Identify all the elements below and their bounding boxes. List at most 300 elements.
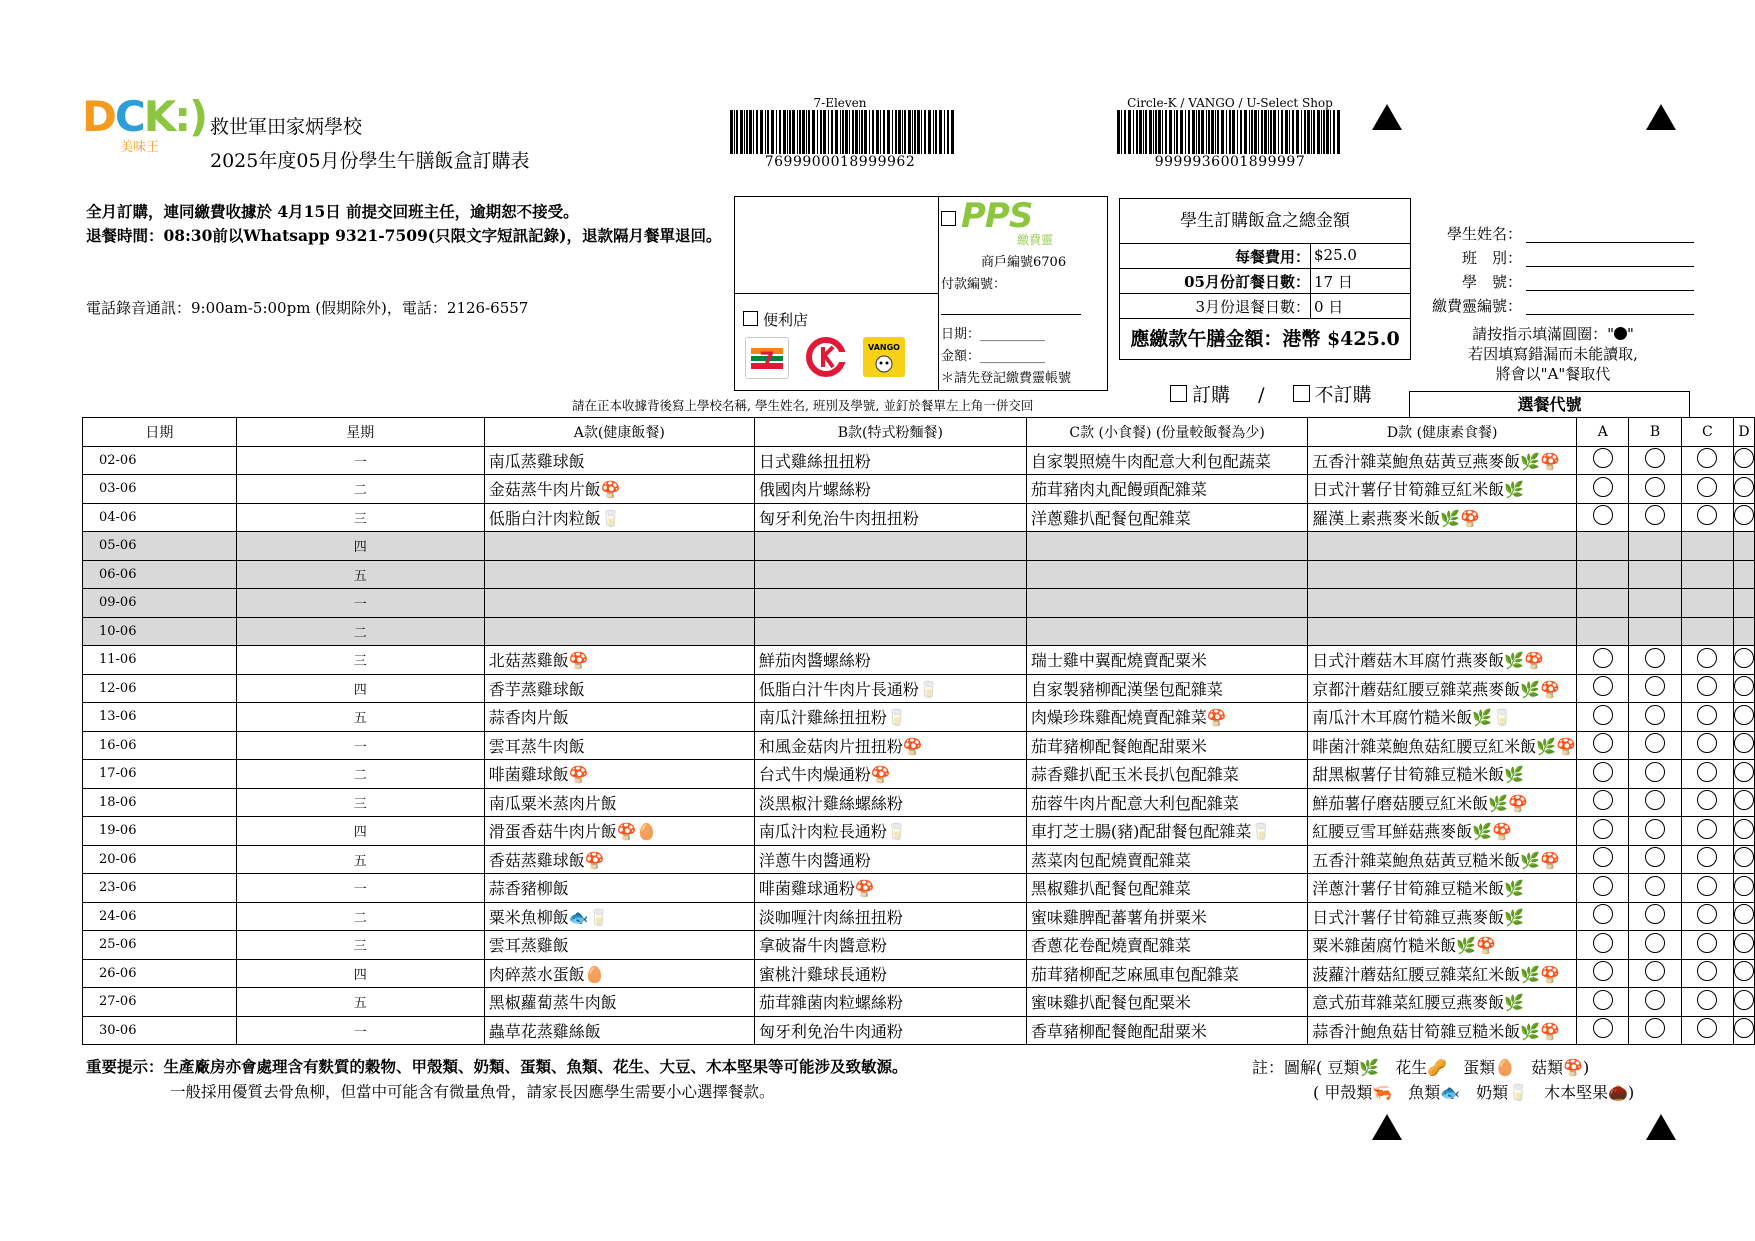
weekday-cell: 一	[236, 589, 484, 618]
table-row	[83, 446, 1755, 475]
choice-circle-b[interactable]	[1645, 676, 1665, 696]
meal-d-cell: 紅腰豆雪耳鮮菇燕麥飯🌿🍄	[1308, 817, 1577, 846]
choice-circle-d[interactable]	[1734, 733, 1754, 753]
choice-cell-d	[1734, 988, 1755, 1017]
choice-cell-d	[1734, 931, 1755, 960]
weekday-cell: 二	[236, 475, 484, 504]
table-row	[83, 731, 1755, 760]
meal-d-cell: 洋蔥汁薯仔甘筍雜豆糙米飯🌿	[1308, 874, 1577, 903]
choice-cell-d	[1734, 674, 1755, 703]
choice-circle-d[interactable]	[1734, 904, 1754, 924]
order-days-label: 05月份訂餐日數：	[1184, 273, 1310, 291]
weekday-cell: 二	[236, 617, 484, 646]
choice-circle-a[interactable]	[1593, 933, 1613, 953]
date-cell: 30-06	[83, 1016, 237, 1045]
choice-cell-a	[1577, 731, 1629, 760]
meal-c-cell: 茄茸豬肉丸配饅頭配雜菜	[1026, 475, 1307, 504]
choice-cell-d	[1734, 760, 1755, 789]
choice-circle-b[interactable]	[1645, 933, 1665, 953]
meal-b-cell: 南瓜汁肉粒長通粉🥛	[754, 817, 1026, 846]
school-name: 救世軍田家炳學校	[210, 116, 363, 138]
choice-cell-b	[1629, 446, 1681, 475]
choice-circle-c[interactable]	[1697, 819, 1717, 839]
meal-a-cell: 金菇蒸牛肉片飯🍄	[484, 475, 754, 504]
choice-cell-d	[1734, 560, 1755, 589]
pps-number-label: 繳費靈編號：	[1431, 297, 1522, 315]
choice-circle-c[interactable]	[1697, 990, 1717, 1010]
meal-b-cell: 和風金菇肉片扭扭粉🍄	[754, 731, 1026, 760]
pps-subtitle: 繳費靈	[1017, 233, 1054, 247]
code-header-c: C	[1681, 418, 1733, 447]
table-row	[83, 874, 1755, 903]
meal-b-cell: 俄國肉片螺絲粉	[754, 475, 1026, 504]
pps-number-field[interactable]	[1526, 294, 1694, 315]
choice-circle-d[interactable]	[1734, 705, 1754, 725]
choice-cell-a	[1577, 1016, 1629, 1045]
table-row	[83, 931, 1755, 960]
meal-d-cell: 羅漢上素燕麥米飯🌿🍄	[1308, 503, 1577, 532]
no-order-checkbox[interactable]	[1293, 385, 1310, 402]
choice-circle-d[interactable]	[1734, 990, 1754, 1010]
meal-b-cell: 淡咖喱汁肉絲扭扭粉	[754, 902, 1026, 931]
choice-cell-b	[1629, 845, 1681, 874]
meal-a-cell	[484, 560, 754, 589]
meal-c-cell	[1026, 560, 1307, 589]
meal-c-cell: 香草豬柳配餐飽配甜粟米	[1026, 1016, 1307, 1045]
pps-note: ＊請先登記繳費靈帳號	[941, 371, 1072, 386]
weekday-cell: 五	[236, 988, 484, 1017]
choice-circle-d[interactable]	[1734, 477, 1754, 497]
choice-circle-c[interactable]	[1697, 961, 1717, 981]
meal-b-cell: 南瓜汁雞絲扭扭粉🥛	[754, 703, 1026, 732]
choice-cell-c	[1681, 589, 1733, 618]
meal-code-header: 選餐代號	[1409, 391, 1690, 418]
meal-c-cell: 蒸菜肉包配燒賣配雜菜	[1026, 845, 1307, 874]
choice-circle-c[interactable]	[1697, 705, 1717, 725]
table-row	[83, 703, 1755, 732]
date-cell: 17-06	[83, 760, 237, 789]
choice-circle-d[interactable]	[1734, 961, 1754, 981]
choice-cell-a	[1577, 902, 1629, 931]
student-number-field[interactable]	[1526, 270, 1694, 291]
choice-circle-b[interactable]	[1645, 762, 1665, 782]
choice-cell-d	[1734, 1016, 1755, 1045]
choice-cell-b	[1629, 760, 1681, 789]
weekday-cell: 三	[236, 788, 484, 817]
order-deadline-note: 全月訂購，連同繳費收據於 4月15日 前提交回班主任，逾期恕不接受。	[86, 202, 579, 221]
store-checkbox[interactable]	[743, 311, 758, 326]
code-header-a: A	[1577, 418, 1629, 447]
choice-cell-c	[1681, 959, 1733, 988]
choice-circle-b[interactable]	[1645, 876, 1665, 896]
meal-a-cell	[484, 589, 754, 618]
choice-cell-b	[1629, 503, 1681, 532]
choice-circle-d[interactable]	[1734, 876, 1754, 896]
column-header-a: A款(健康飯餐)	[484, 418, 754, 447]
meal-a-cell: 雲耳蒸牛肉飯	[484, 731, 754, 760]
choice-cell-b	[1629, 959, 1681, 988]
order-options	[1170, 380, 1372, 407]
payment-method-box	[734, 196, 1108, 391]
choice-circle-c[interactable]	[1697, 448, 1717, 468]
date-cell: 20-06	[83, 845, 237, 874]
choice-circle-c[interactable]	[1697, 676, 1717, 696]
order-label: 訂購	[1192, 384, 1231, 406]
order-checkbox[interactable]	[1170, 385, 1187, 402]
table-row	[83, 532, 1755, 561]
choice-cell-d	[1734, 788, 1755, 817]
cancel-days-label: 3月份退餐日數：	[1195, 298, 1310, 316]
weekday-cell: 三	[236, 503, 484, 532]
choice-cell-b	[1629, 817, 1681, 846]
date-cell: 16-06	[83, 731, 237, 760]
meal-a-cell: 粟米魚柳飯🐟🥛	[484, 902, 754, 931]
meal-a-cell	[484, 617, 754, 646]
meal-c-cell: 蒜香雞扒配玉米長扒包配雜菜	[1026, 760, 1307, 789]
weekday-cell: 二	[236, 760, 484, 789]
choice-circle-b[interactable]	[1645, 961, 1665, 981]
date-field[interactable]: 日期：__________	[941, 327, 1046, 342]
meal-b-cell: 拿破崙牛肉醬意粉	[754, 931, 1026, 960]
choice-cell-a	[1577, 959, 1629, 988]
choice-cell-b	[1629, 931, 1681, 960]
student-info	[1426, 222, 1694, 318]
choice-cell-a	[1577, 475, 1629, 504]
meal-c-cell: 蜜味雞脾配蕃薯角拼粟米	[1026, 902, 1307, 931]
choice-circle-b[interactable]	[1645, 448, 1665, 468]
table-row	[83, 503, 1755, 532]
fish-bone-warning: 一般採用優質去骨魚柳，但當中可能含有微量魚骨，請家長因應學生需要小心選擇餐款。	[170, 1083, 775, 1101]
barcode-circlek	[1105, 96, 1355, 170]
choice-cell-a	[1577, 446, 1629, 475]
choice-cell-a	[1577, 674, 1629, 703]
pps-area	[941, 196, 1103, 386]
choice-circle-b[interactable]	[1645, 505, 1665, 525]
date-cell: 25-06	[83, 931, 237, 960]
choice-circle-a[interactable]	[1593, 448, 1613, 468]
choice-cell-c	[1681, 760, 1733, 789]
date-cell: 27-06	[83, 988, 237, 1017]
meal-d-cell: 啡菌汁雜菜鮑魚菇紅腰豆紅米飯🌿🍄	[1308, 731, 1577, 760]
choice-circle-c[interactable]	[1697, 762, 1717, 782]
meal-b-cell: 蜜桃汁雞球長通粉	[754, 959, 1026, 988]
choice-cell-b	[1629, 902, 1681, 931]
choice-cell-d	[1734, 845, 1755, 874]
choice-circle-c[interactable]	[1697, 1018, 1717, 1038]
date-cell: 24-06	[83, 902, 237, 931]
date-cell: 23-06	[83, 874, 237, 903]
choice-cell-d	[1734, 617, 1755, 646]
merchant-number: 商戶編號6706	[981, 255, 1067, 270]
choice-cell-c	[1681, 475, 1733, 504]
meal-c-cell: 自家製豬柳配漢堡包配雜菜	[1026, 674, 1307, 703]
meal-a-cell: 北菇蒸雞飯🍄	[484, 646, 754, 675]
receipt-note: 請在正本收據背後寫上學校名稱, 學生姓名, 班別及學號, 並釘於餐單左上角一併交回	[572, 398, 1034, 413]
meal-c-cell: 茄茸豬柳配芝麻風車包配雜菜	[1026, 959, 1307, 988]
choice-circle-a[interactable]	[1593, 1018, 1613, 1038]
meal-a-cell: 蟲草花蒸雞絲飯	[484, 1016, 754, 1045]
choice-cell-d	[1734, 817, 1755, 846]
fill-instructions	[1418, 324, 1688, 384]
choice-circle-b[interactable]	[1645, 733, 1665, 753]
meal-d-cell: 五香汁雜菜鮑魚菇黃豆糙米飯🌿🍄	[1308, 845, 1577, 874]
choice-circle-a[interactable]	[1593, 733, 1613, 753]
per-meal-label: 每餐費用：	[1234, 248, 1310, 266]
choice-cell-a	[1577, 845, 1629, 874]
payment-number-label: 付款編號：	[941, 277, 1007, 292]
table-row	[83, 760, 1755, 789]
filled-circle-icon	[1614, 327, 1627, 340]
logo-subtitle: 美味王	[120, 140, 160, 155]
choice-circle-a[interactable]	[1593, 876, 1613, 896]
student-name-field[interactable]	[1526, 222, 1694, 243]
choice-circle-c[interactable]	[1697, 477, 1717, 497]
order-separator: /	[1258, 384, 1265, 406]
meal-a-cell: 啡菌雞球飯🍄	[484, 760, 754, 789]
date-cell: 26-06	[83, 959, 237, 988]
meal-a-cell: 肉碎蒸水蛋飯🥚	[484, 959, 754, 988]
choice-circle-c[interactable]	[1697, 505, 1717, 525]
icon-legend-1: 註：圖解( 豆類🌿 花生🥜 蛋類🥚 菇類🍄)	[1252, 1058, 1590, 1077]
choice-cell-b	[1629, 1016, 1681, 1045]
meal-c-cell: 茄蓉牛肉片配意大利包配雜菜	[1026, 788, 1307, 817]
choice-cell-c	[1681, 503, 1733, 532]
meal-c-cell	[1026, 589, 1307, 618]
table-row	[83, 589, 1755, 618]
choice-cell-c	[1681, 817, 1733, 846]
per-meal-value: $25.0	[1314, 246, 1357, 264]
choice-circle-d[interactable]	[1734, 790, 1754, 810]
choice-circle-b[interactable]	[1645, 904, 1665, 924]
pps-checkbox[interactable]	[941, 211, 956, 226]
choice-circle-c[interactable]	[1697, 933, 1717, 953]
choice-cell-c	[1681, 988, 1733, 1017]
date-cell: 04-06	[83, 503, 237, 532]
column-header-date: 日期	[83, 418, 237, 447]
table-row	[83, 617, 1755, 646]
choice-cell-c	[1681, 874, 1733, 903]
choice-circle-c[interactable]	[1697, 876, 1717, 896]
choice-cell-a	[1577, 589, 1629, 618]
choice-circle-d[interactable]	[1734, 505, 1754, 525]
meal-a-cell: 香菇蒸雞球飯🍄	[484, 845, 754, 874]
menu-table	[82, 417, 1755, 1045]
pps-logo: PPS	[961, 196, 1033, 236]
date-cell: 09-06	[83, 589, 237, 618]
choice-circle-a[interactable]	[1593, 790, 1613, 810]
barcode-label: 7-Eleven	[813, 96, 867, 110]
meal-c-cell: 蜜味雞扒配餐包配粟米	[1026, 988, 1307, 1017]
choice-circle-a[interactable]	[1593, 505, 1613, 525]
choice-circle-d[interactable]	[1734, 676, 1754, 696]
choice-circle-b[interactable]	[1645, 1018, 1665, 1038]
weekday-cell: 四	[236, 959, 484, 988]
meal-a-cell: 雲耳蒸雞飯	[484, 931, 754, 960]
choice-cell-c	[1681, 731, 1733, 760]
instruction-line-2: 若因填寫錯漏而未能讀取,	[1468, 345, 1638, 363]
meal-d-cell: 蒜香汁鮑魚菇甘筍雜豆糙米飯🌿🍄	[1308, 1016, 1577, 1045]
choice-cell-a	[1577, 703, 1629, 732]
choice-circle-b[interactable]	[1645, 648, 1665, 668]
table-row	[83, 674, 1755, 703]
weekday-cell: 一	[236, 446, 484, 475]
store-label: 便利店	[763, 311, 809, 329]
meal-b-cell: 茄茸雜菌肉粒螺絲粉	[754, 988, 1026, 1017]
choice-circle-a[interactable]	[1593, 990, 1613, 1010]
meal-d-cell	[1308, 617, 1577, 646]
meal-c-cell: 車打芝士腸(豬)配甜餐包配雜菜🥛	[1026, 817, 1307, 846]
table-row	[83, 902, 1755, 931]
choice-cell-b	[1629, 703, 1681, 732]
choice-circle-a[interactable]	[1593, 819, 1613, 839]
code-header-d: D	[1734, 418, 1755, 447]
instruction-line-1: 請按指示填滿圓圈："	[1472, 325, 1614, 343]
choice-circle-d[interactable]	[1734, 819, 1754, 839]
amount-field[interactable]: 金額：__________	[941, 349, 1046, 364]
table-row	[83, 646, 1755, 675]
date-cell: 03-06	[83, 475, 237, 504]
choice-cell-a	[1577, 788, 1629, 817]
choice-cell-c	[1681, 674, 1733, 703]
meal-b-cell: 台式牛肉燥通粉🍄	[754, 760, 1026, 789]
date-cell: 19-06	[83, 817, 237, 846]
choice-cell-c	[1681, 845, 1733, 874]
meal-a-cell: 南瓜粟米蒸肉片飯	[484, 788, 754, 817]
weekday-cell: 一	[236, 1016, 484, 1045]
meal-c-cell	[1026, 532, 1307, 561]
order-days-value: 17 日	[1314, 273, 1353, 291]
choice-circle-c[interactable]	[1697, 904, 1717, 924]
choice-circle-a[interactable]	[1593, 705, 1613, 725]
meal-c-cell: 自家製照燒牛肉配意大利包配蔬菜	[1026, 446, 1307, 475]
choice-circle-c[interactable]	[1697, 733, 1717, 753]
meal-d-cell: 日式汁蘑菇木耳腐竹燕麥飯🌿🍄	[1308, 646, 1577, 675]
meal-b-cell: 匈牙利免治牛肉通粉	[754, 1016, 1026, 1045]
barcode-bars	[1117, 110, 1355, 154]
weekday-cell: 四	[236, 674, 484, 703]
choice-cell-c	[1681, 902, 1733, 931]
choice-circle-a[interactable]	[1593, 762, 1613, 782]
choice-cell-a	[1577, 817, 1629, 846]
choice-circle-d[interactable]	[1734, 448, 1754, 468]
meal-b-cell	[754, 589, 1026, 618]
weekday-cell: 五	[236, 845, 484, 874]
choice-circle-a[interactable]	[1593, 676, 1613, 696]
meal-d-cell: 京都汁蘑菇紅腰豆雜菜燕麥飯🌿🍄	[1308, 674, 1577, 703]
circle-k-icon	[805, 337, 847, 377]
choice-cell-d	[1734, 503, 1755, 532]
choice-circle-a[interactable]	[1593, 648, 1613, 668]
table-row	[83, 988, 1755, 1017]
payment-number-line	[941, 292, 1081, 315]
meal-d-cell	[1308, 589, 1577, 618]
choice-cell-d	[1734, 874, 1755, 903]
meal-d-cell: 南瓜汁木耳腐竹糙米飯🌿🥛	[1308, 703, 1577, 732]
weekday-cell: 一	[236, 731, 484, 760]
choice-circle-a[interactable]	[1593, 961, 1613, 981]
choice-circle-c[interactable]	[1697, 847, 1717, 867]
allergen-warning: 重要提示：生產廠房亦會處理含有麩質的穀物、甲殼類、奶類、蛋類、魚類、花生、大豆、木本堅果等可能涉及致敏源。	[86, 1057, 908, 1076]
choice-cell-b	[1629, 788, 1681, 817]
meal-b-cell	[754, 617, 1026, 646]
choice-circle-b[interactable]	[1645, 705, 1665, 725]
choice-cell-c	[1681, 646, 1733, 675]
weekday-cell: 三	[236, 646, 484, 675]
class-field[interactable]	[1526, 246, 1694, 267]
choice-cell-c	[1681, 617, 1733, 646]
choice-cell-c	[1681, 703, 1733, 732]
choice-circle-a[interactable]	[1593, 847, 1613, 867]
weekday-cell: 四	[236, 532, 484, 561]
choice-cell-d	[1734, 532, 1755, 561]
date-cell: 11-06	[83, 646, 237, 675]
weekday-cell: 三	[236, 931, 484, 960]
choice-circle-d[interactable]	[1734, 648, 1754, 668]
meal-d-cell: 鮮茄薯仔磨菇腰豆紅米飯🌿🍄	[1308, 788, 1577, 817]
date-cell: 18-06	[83, 788, 237, 817]
barcode-number: 7699900018999962	[764, 154, 916, 170]
meal-a-cell: 低脂白汁肉粒飯🥛	[484, 503, 754, 532]
choice-circle-a[interactable]	[1593, 904, 1613, 924]
total-amount: 應繳款午膳金額：港幣 $425.0	[1130, 328, 1400, 350]
weekday-cell: 五	[236, 703, 484, 732]
meal-d-cell	[1308, 560, 1577, 589]
choice-cell-b	[1629, 731, 1681, 760]
meal-d-cell: 日式汁薯仔甘筍雜豆紅米飯🌿	[1308, 475, 1577, 504]
barcode-bars	[730, 110, 960, 154]
table-row	[83, 475, 1755, 504]
table-row	[83, 788, 1755, 817]
choice-cell-a	[1577, 874, 1629, 903]
choice-circle-c[interactable]	[1697, 648, 1717, 668]
barcode-label: Circle-K / VANGO / U-Select Shop	[1127, 96, 1333, 110]
choice-circle-b[interactable]	[1645, 990, 1665, 1010]
choice-circle-b[interactable]	[1645, 477, 1665, 497]
phone-note: 電話錄音通訊：9:00am-5:00pm (假期除外)，電話：2126-6557	[86, 299, 529, 317]
choice-cell-a	[1577, 532, 1629, 561]
choice-cell-c	[1681, 532, 1733, 561]
choice-circle-d[interactable]	[1734, 762, 1754, 782]
choice-cell-a	[1577, 931, 1629, 960]
choice-cell-a	[1577, 617, 1629, 646]
choice-circle-b[interactable]	[1645, 819, 1665, 839]
choice-circle-d[interactable]	[1734, 847, 1754, 867]
meal-c-cell: 洋蔥雞扒配餐包配雜菜	[1026, 503, 1307, 532]
choice-circle-c[interactable]	[1697, 790, 1717, 810]
choice-cell-b	[1629, 674, 1681, 703]
total-amount-box	[1119, 198, 1411, 360]
choice-circle-b[interactable]	[1645, 790, 1665, 810]
choice-circle-d[interactable]	[1734, 933, 1754, 953]
meal-a-cell	[484, 532, 754, 561]
choice-circle-d[interactable]	[1734, 1018, 1754, 1038]
company-logo: DCK:) 美味王	[82, 92, 207, 155]
meal-a-cell: 滑蛋香菇牛肉片飯🍄🥚	[484, 817, 754, 846]
choice-cell-d	[1734, 646, 1755, 675]
icon-legend-2: ( 甲殼類🦐 魚類🐟 奶類🥛 木本堅果🌰)	[1313, 1083, 1635, 1102]
meal-b-cell: 洋蔥牛肉醬通粉	[754, 845, 1026, 874]
choice-cell-b	[1629, 475, 1681, 504]
meal-a-cell: 黑椒蘿蔔蒸牛肉飯	[484, 988, 754, 1017]
column-header-b: B款(特式粉麵餐)	[754, 418, 1026, 447]
choice-circle-b[interactable]	[1645, 847, 1665, 867]
class-label: 班 別：	[1461, 249, 1522, 267]
meal-b-cell	[754, 560, 1026, 589]
weekday-cell: 二	[236, 902, 484, 931]
registration-mark	[1372, 1114, 1402, 1140]
date-cell: 10-06	[83, 617, 237, 646]
choice-circle-a[interactable]	[1593, 477, 1613, 497]
